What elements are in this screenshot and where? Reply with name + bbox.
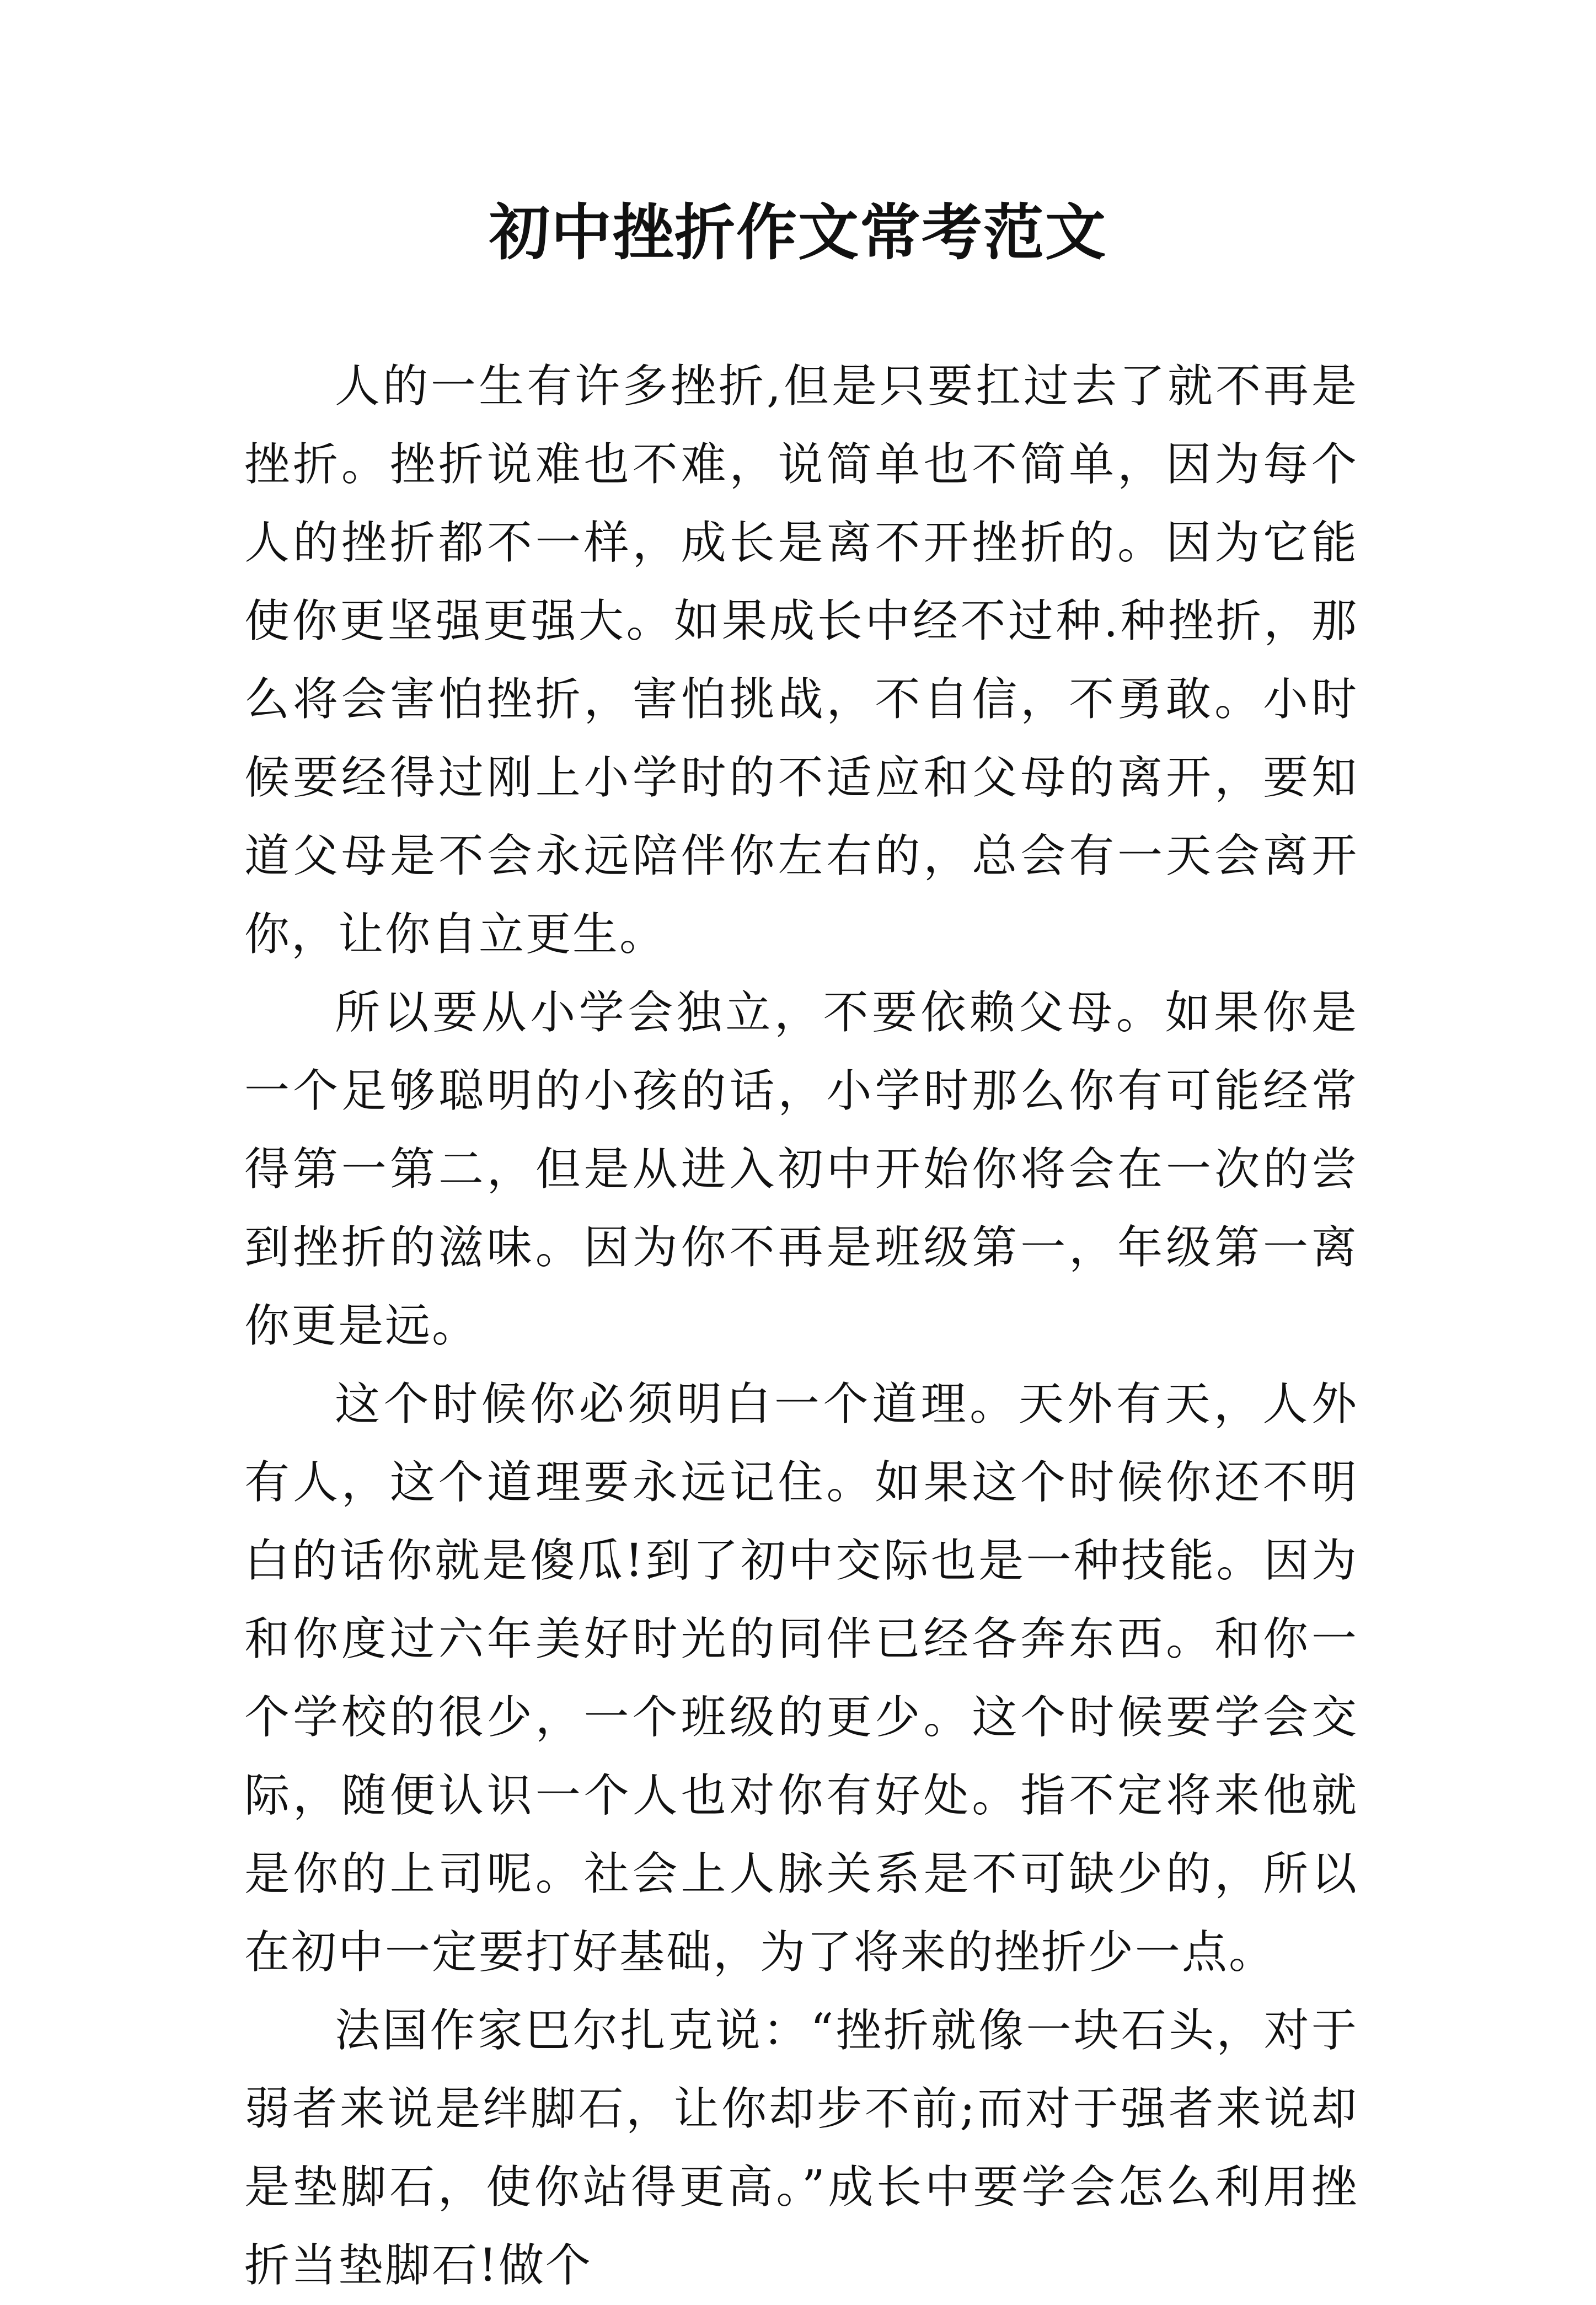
- paragraph-3: 这个时候你必须明白一个道理。天外有天，人外有人，这个道理要永远记住。如果这个时候你还不明白的话你就是傻瓜!到了初中交际也是一种技能。因为和你度过六年美好时光的同伴已经各奔东西。和你一个学校的很少，一个班级的更少。这个时候要学会交际，随便认识一个人也对你有好处。指不定将来他就是你的上司呢。社会上人脉关系是不可缺少的，所以在初中一定要打好基础，为了将来的挫折少一点。: [244, 1378, 1358, 1979]
- paragraph-4: 法国作家巴尔扎克说：“挫折就像一块石头，对于弱者来说是绊脚石，让你却步不前;而对于强者来说却是垫脚石，使你站得更高。”成长中要学会怎么利用挫折当垫脚石!做个: [244, 2004, 1358, 2292]
- paragraph-1: 人的一生有许多挫折,但是只要扛过去了就不再是挫折。挫折说难也不难，说简单也不简单，因为每个人的挫折都不一样，成长是离不开挫折的。因为它能使你更坚强更强大。如果成长中经不过种.种挫折，那么将会害怕挫折，害怕挑战，不自信，不勇敢。小时候要经得过刚上小学时的不适应和父母的离开，要知道父母是不会永远陪伴你左右的，总会有一天会离开你，让你自立更生。: [244, 360, 1358, 961]
- document-body: [244, 347, 1358, 2305]
- document-title: 初中挫折作文常考范文: [489, 197, 1107, 268]
- paragraph-2: 所以要从小学会独立，不要依赖父母。如果你是一个足够聪明的小孩的话，小学时那么你有可能经常得第一第二，但是从进入初中开始你将会在一次的尝到挫折的滋味。因为你不再是班级第一，年级第一离你更是远。: [244, 987, 1358, 1352]
